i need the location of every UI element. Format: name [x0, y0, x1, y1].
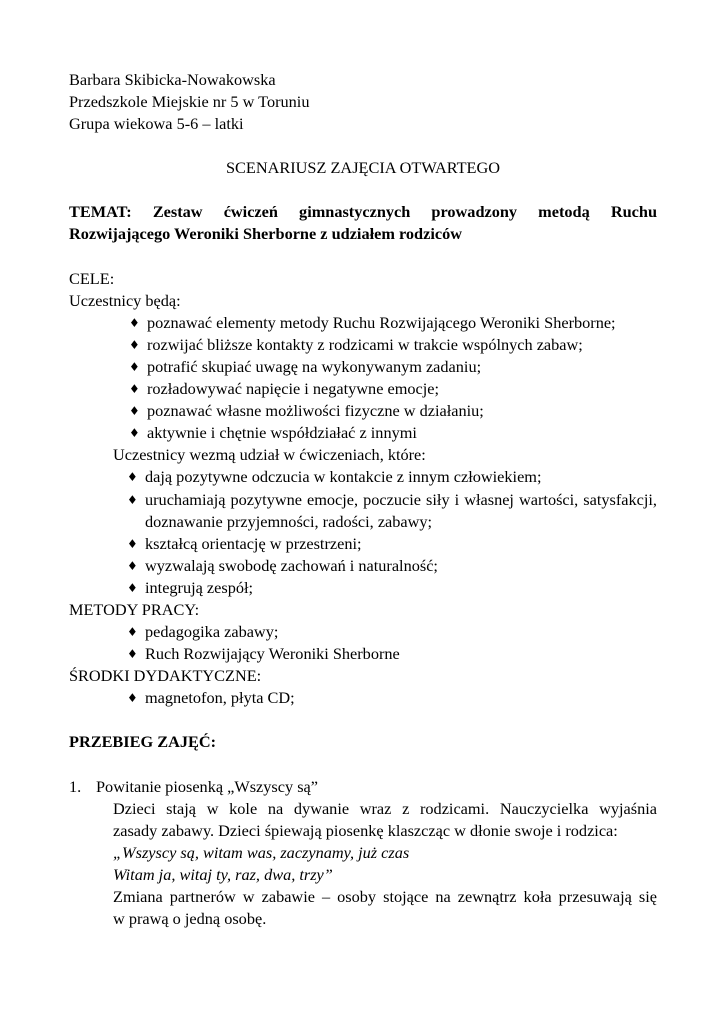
step-title: Powitanie piosenką „Wszyscy są” [96, 776, 318, 796]
exercise-item: dają pozytywne odczucia w kontakcie z innym człowiekiem; [145, 467, 542, 487]
step-desc-line: Dzieci stają w kole na dywanie wraz z rodzicami. Nauczycielka wyjaśnia [113, 798, 657, 818]
diamond-bullet-icon: ♦ [129, 404, 140, 419]
diamond-bullet-icon: ♦ [127, 647, 138, 662]
exercise-item: kształcą orientację w przestrzeni; [145, 533, 362, 553]
tools-heading: ŚRODKI DYDAKTYCZNE: [69, 666, 262, 686]
list-item [69, 334, 657, 356]
list-item [69, 489, 657, 533]
list-item [69, 378, 657, 400]
list-item [69, 356, 657, 378]
goals-intro-1: Uczestnicy będą: [69, 290, 181, 310]
list-item [69, 687, 657, 709]
song-lyrics-line: „Wszyscy są, witam was, zaczynamy, już czas [113, 842, 410, 862]
topic-line-2: Rozwijającego Weroniki Sherborne z udziałem rodziców [69, 224, 462, 244]
course-heading: PRZEBIEG ZAJĘĆ: [69, 732, 217, 752]
exercise-item: wyzwalają swobodę zachowań i naturalność; [145, 555, 438, 575]
song-lyrics-line: Witam ja, witaj ty, raz, dwa, trzy” [113, 864, 333, 884]
diamond-bullet-icon: ♦ [129, 382, 140, 397]
diamond-bullet-icon: ♦ [129, 359, 140, 374]
list-item [69, 466, 657, 488]
goal-item: rozładowywać napięcie i negatywne emocje; [147, 379, 440, 399]
goal-item: poznawać elementy metody Ruchu Rozwijającego Weroniki Sherborne; [147, 312, 616, 332]
list-item [69, 400, 657, 422]
goals-heading: CELE: [69, 268, 115, 288]
list-item [69, 312, 657, 334]
method-item: Ruch Rozwijający Weroniki Sherborne [145, 644, 400, 664]
method-item: pedagogika zabawy; [145, 622, 279, 642]
goal-item: poznawać własne możliwości fizyczne w działaniu; [147, 401, 484, 421]
step-desc-line: zasady zabawy. Dzieci śpiewają piosenkę klaszcząc w dłonie swoje i rodzica: [113, 820, 618, 840]
list-item [69, 555, 657, 577]
diamond-bullet-icon: ♦ [127, 470, 138, 485]
methods-heading: METODY PRACY: [69, 599, 200, 619]
list-item [69, 422, 657, 444]
diamond-bullet-icon: ♦ [127, 580, 138, 595]
step-1 [69, 776, 657, 798]
step-desc-line: w prawą o jedną osobę. [113, 909, 267, 929]
diamond-bullet-icon: ♦ [127, 536, 138, 551]
goals-intro-2: Uczestnicy wezmą udział w ćwiczeniach, które: [113, 445, 426, 465]
goal-item: potrafić skupiać uwagę na wykonywanym zadaniu; [147, 356, 482, 376]
step-desc-line: Zmiana partnerów w zabawie – osoby stojące na zewnątrz koła przesuwają się [113, 887, 657, 906]
document-page [69, 69, 657, 930]
goal-item: aktywnie i chętnie współdziałać z innymi [147, 423, 417, 443]
list-item [69, 643, 657, 665]
diamond-bullet-icon: ♦ [127, 625, 138, 640]
exercise-item: integrują zespół; [145, 577, 254, 597]
diamond-bullet-icon: ♦ [129, 426, 140, 441]
age-group: Grupa wiekowa 5-6 – latki [69, 114, 244, 134]
list-item [69, 577, 657, 599]
diamond-bullet-icon: ♦ [127, 558, 138, 573]
topic-line-1: TEMAT: Zestaw ćwiczeń gimnastycznych prowadzony metodą Ruchu [69, 202, 657, 222]
school-name: Przedszkole Miejskie nr 5 w Toruniu [69, 92, 310, 112]
diamond-bullet-icon: ♦ [129, 337, 140, 352]
exercise-item: uruchamiają pozytywne emocje, poczucie siły i własnej wartości, satysfakcji, doznawanie przyjemności, radości, zabawy; [145, 489, 657, 531]
list-item [69, 621, 657, 643]
step-number: 1. [69, 776, 82, 796]
document-title: SCENARIUSZ ZAJĘCIA OTWARTEGO [226, 158, 500, 178]
diamond-bullet-icon: ♦ [127, 691, 138, 706]
diamond-bullet-icon: ♦ [129, 315, 140, 330]
author-name: Barbara Skibicka-Nowakowska [69, 70, 276, 89]
diamond-bullet-icon: ♦ [127, 492, 138, 507]
tool-item: magnetofon, płyta CD; [145, 688, 295, 708]
goal-item: rozwijać bliższe kontakty z rodzicami w trakcie wspólnych zabaw; [147, 334, 583, 354]
list-item [69, 533, 657, 555]
